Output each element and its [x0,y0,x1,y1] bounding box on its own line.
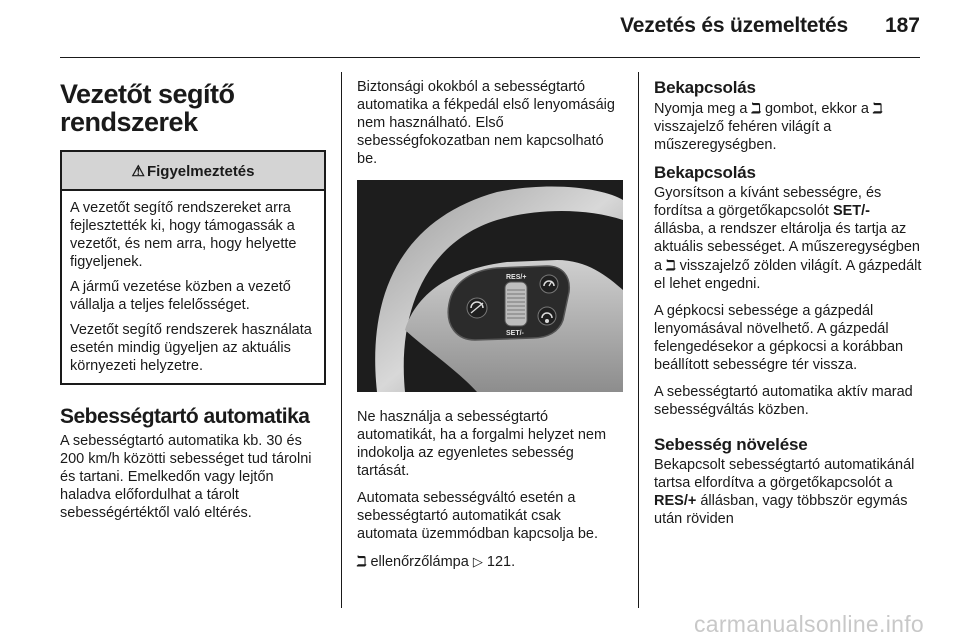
text-fragment: visszajelző fehéren világít a műszeregységben. [654,119,832,153]
header-title: Vezetés és üzemeltetés [620,14,848,37]
subheading-increase-speed: Sebesség növelése [654,435,808,454]
cruise-control-icon: ℶ [751,100,761,116]
text-fragment: állásba, a rendszer eltárolja és tartja az aktuális sebességet. A műszeregységben a [654,221,920,274]
warning-box [60,150,326,385]
warning-paragraph: A vezetőt segítő rendszereket arra fejlesztették ki, hogy támogassák a vezetőt, és nem arra, hogy helyette figyeljenek. [70,200,297,270]
reference-page: 121. [486,554,516,570]
warning-header [62,152,324,191]
cruise-control-icon: ℶ [357,553,367,569]
cruise-on-off-button [540,275,558,293]
text-fragment: Nyomja meg a [654,101,748,117]
body-text [654,184,922,293]
column-divider-1 [341,72,342,608]
res-plus-label: RES/+ [506,274,527,281]
section-heading: Sebességtartó automatika [60,405,310,428]
reference-text: ellenőrzőlámpa [370,554,469,570]
subheading-activate: Bekapcsolás [654,163,756,182]
chapter-heading: Vezetőt segítő rendszerek [60,79,235,137]
reference-arrow-icon: ▷ [472,554,483,569]
watermark: carmanualsonline.info [693,611,924,637]
body-text: Automata sebességváltó esetén a sebességtartó automatikát csak automata üzemmódban kapcsolja be. [357,490,599,542]
column-divider-2 [638,72,639,608]
header-divider [60,57,920,58]
thumbwheel-switch [505,282,527,326]
warning-title: Figyelmeztetés [146,163,255,180]
text-fragment: Bekapcsolt sebességtartó automatikánál tartsa elfordítva a görgetőkapcsolót a [654,457,915,491]
steering-wheel-illustration [357,180,623,392]
text-fragment: állásban, vagy többször egymás után röviden [654,493,908,527]
body-text: Ne használja a sebességtartó automatikát, ha a forgalmi helyzet nem indokolja az egyenletes sebesség tartását. [357,409,607,479]
text-fragment: visszajelző zölden világít. A gázpedált el lehet engedni. [654,258,922,292]
body-text: A gépkocsi sebessége a gázpedál lenyomásával növelhető. A gázpedál felengedésekor a gépkocsi a korábban beállított sebességre tér vissza. [654,303,904,373]
text-fragment: gombot, ekkor a [764,101,869,117]
page-number: 187 [884,14,920,37]
warning-paragraph: Vezetőt segítő rendszerek használata esetén mindig ügyeljen az aktuális környezeti helyzetre. [70,322,312,374]
column-3 [654,74,922,537]
warning-body [62,191,324,383]
section-text: A sebességtartó automatika kb. 30 és 200 km/h közötti sebességet tud tárolni és tartani. Emelkedőn vagy lejtőn haladva előfordulhat a tárolt sebességértéktől való eltérés. [60,433,312,521]
warning-triangle-icon: ⚠ [131,163,145,180]
cruise-control-icon: ℶ [873,100,883,116]
column-1 [60,74,326,531]
warning-paragraph: A jármű vezetése közben a vezető vállalja a teljes felelősséget. [70,279,291,313]
set-minus-label: SET/- [832,203,871,219]
intro-text: Biztonsági okokból a sebességtartó automatika a fékpedál első lenyomásáig nem használható. Első sebességfokozatban nem kapcsolható be. [357,79,615,167]
subheading-switch-on: Bekapcsolás [654,78,756,97]
reference-line [357,552,623,571]
text-fragment: Gyorsítson a kívánt sebességre, és fordítsa a görgetőkapcsolót [654,185,882,219]
body-text [654,456,922,528]
steering-wheel-figure [357,180,623,392]
column-2 [357,74,623,580]
cruise-control-icon: ℶ [666,257,676,273]
body-text [654,99,922,154]
set-minus-label: SET/- [506,330,524,337]
res-plus-label: RES/+ [654,493,697,509]
body-text: A sebességtartó automatika aktív marad sebességváltás közben. [654,384,913,418]
